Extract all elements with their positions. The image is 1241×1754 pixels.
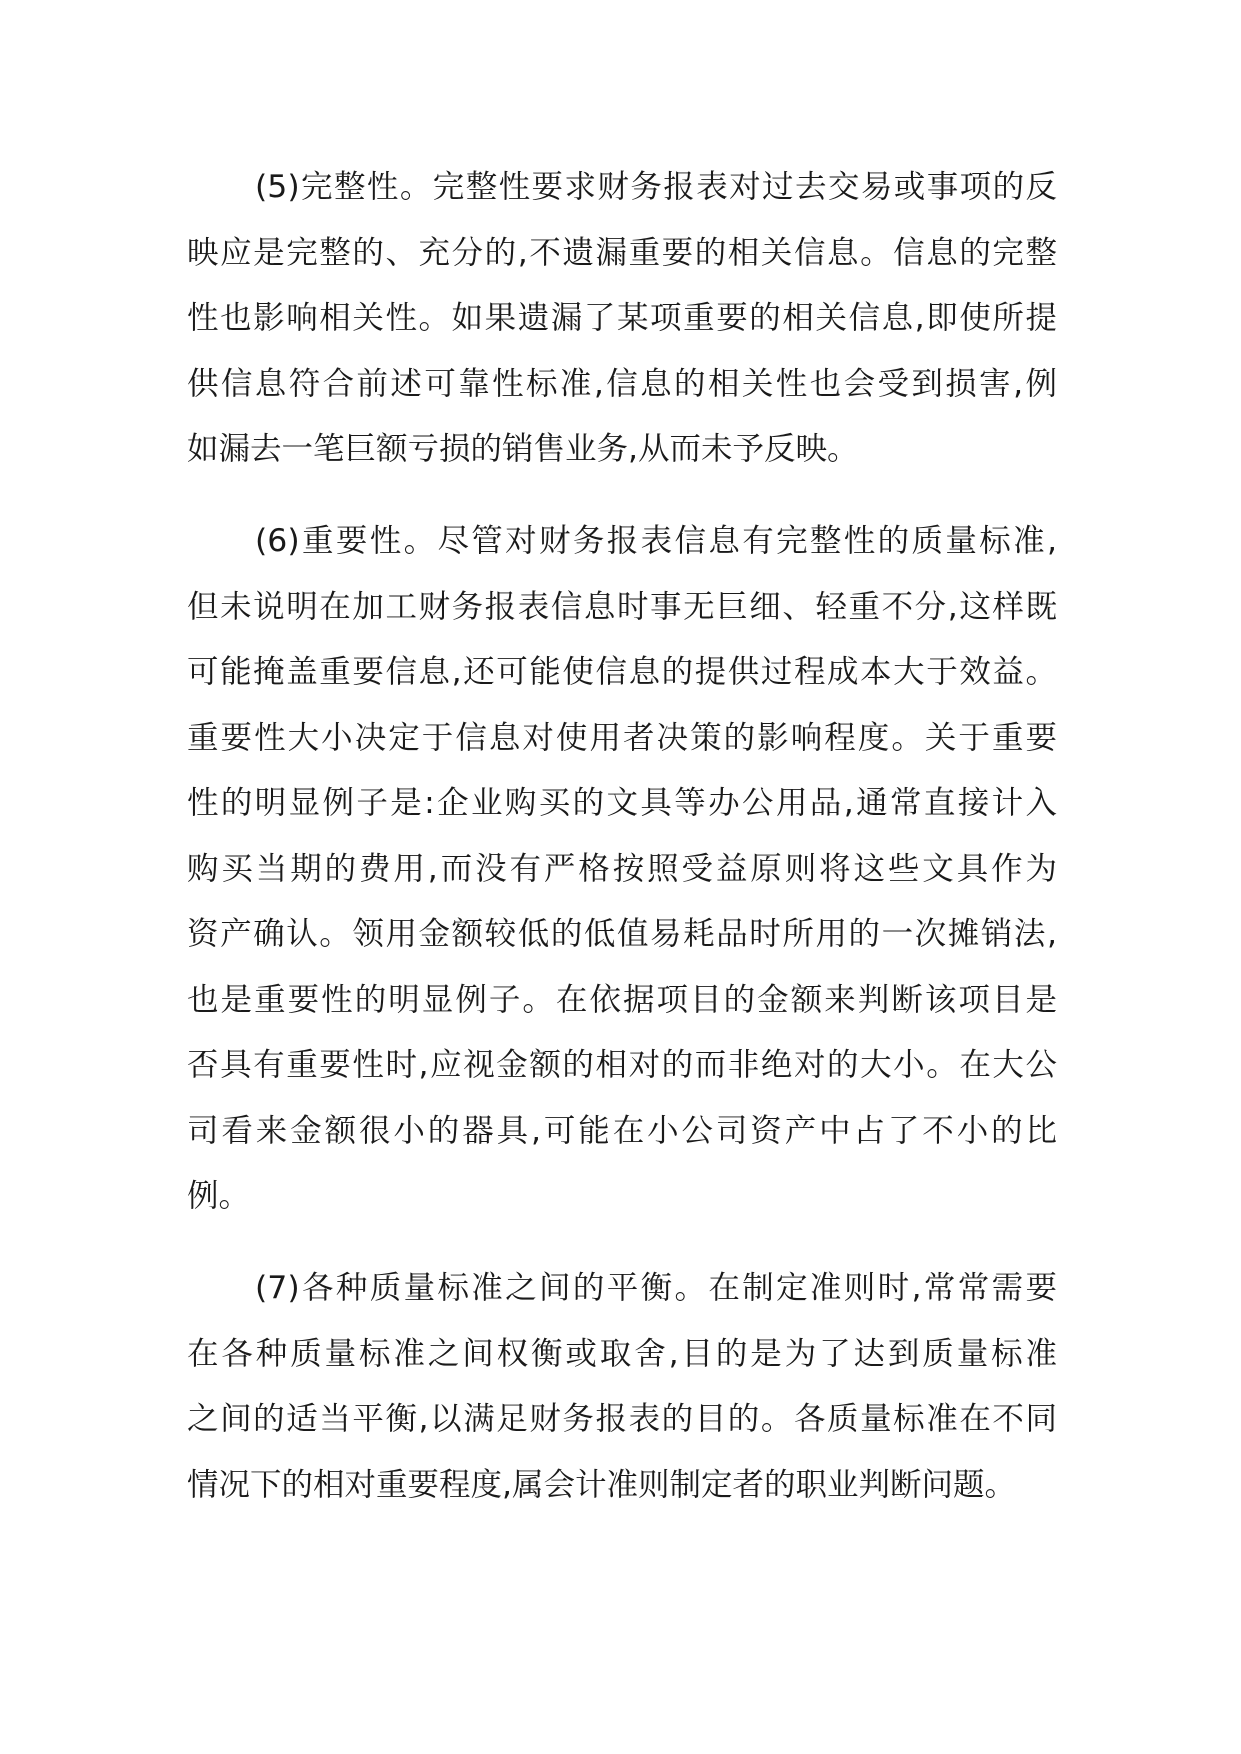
text-line: 例。	[187, 1178, 251, 1214]
text-line: (6)重要性。尽管对财务报表信息有完整性的质量标准,	[255, 523, 1057, 559]
text-line: (7)各种质量标准之间的平衡。在制定准则时,常常需要	[255, 1270, 1057, 1306]
text-line: 供信息符合前述可靠性标准,信息的相关性也会受到损害,例	[187, 365, 1057, 402]
text-line: 否具有重要性时,应视金额的相对的而非绝对的大小。在大公	[187, 1047, 1057, 1083]
text-line: 在各种质量标准之间权衡或取舍,目的是为了达到质量标准	[187, 1335, 1057, 1372]
text-line: 资产确认。领用金额较低的低值易耗品时所用的一次摊销法,	[187, 916, 1057, 952]
text-line: 情况下的相对重要程度,属会计准则制定者的职业判断问题。	[187, 1466, 1017, 1503]
text-line: 性的明显例子是:企业购买的文具等办公用品,通常直接计入	[187, 785, 1057, 821]
text-line: (5)完整性。完整性要求财务报表对过去交易或事项的反	[255, 169, 1057, 205]
text-line: 性也影响相关性。如果遗漏了某项重要的相关信息,即使所提	[187, 300, 1057, 336]
text-line: 司看来金额很小的器具,可能在小公司资产中占了不小的比	[187, 1112, 1057, 1149]
paragraph-materiality	[187, 509, 1057, 1230]
text-line: 可能掩盖重要信息,还可能使信息的提供过程成本大于效益。	[187, 654, 1057, 690]
text-line: 如漏去一笔巨额亏损的销售业务,从而未予反映。	[187, 431, 859, 467]
text-line: 映应是完整的、充分的,不遗漏重要的相关信息。信息的完整	[187, 234, 1057, 271]
paragraph-completeness	[187, 155, 1057, 483]
text-line: 重要性大小决定于信息对使用者决策的影响程度。关于重要	[187, 719, 1057, 756]
paragraph-balance	[187, 1256, 1057, 1518]
text-line: 购买当期的费用,而没有严格按照受益原则将这些文具作为	[187, 850, 1057, 887]
text-line: 之间的适当平衡,以满足财务报表的目的。各质量标准在不同	[187, 1401, 1057, 1437]
text-line: 但未说明在加工财务报表信息时事无巨细、轻重不分,这样既	[187, 588, 1057, 625]
text-line: 也是重要性的明显例子。在依据项目的金额来判断该项目是	[187, 981, 1057, 1018]
